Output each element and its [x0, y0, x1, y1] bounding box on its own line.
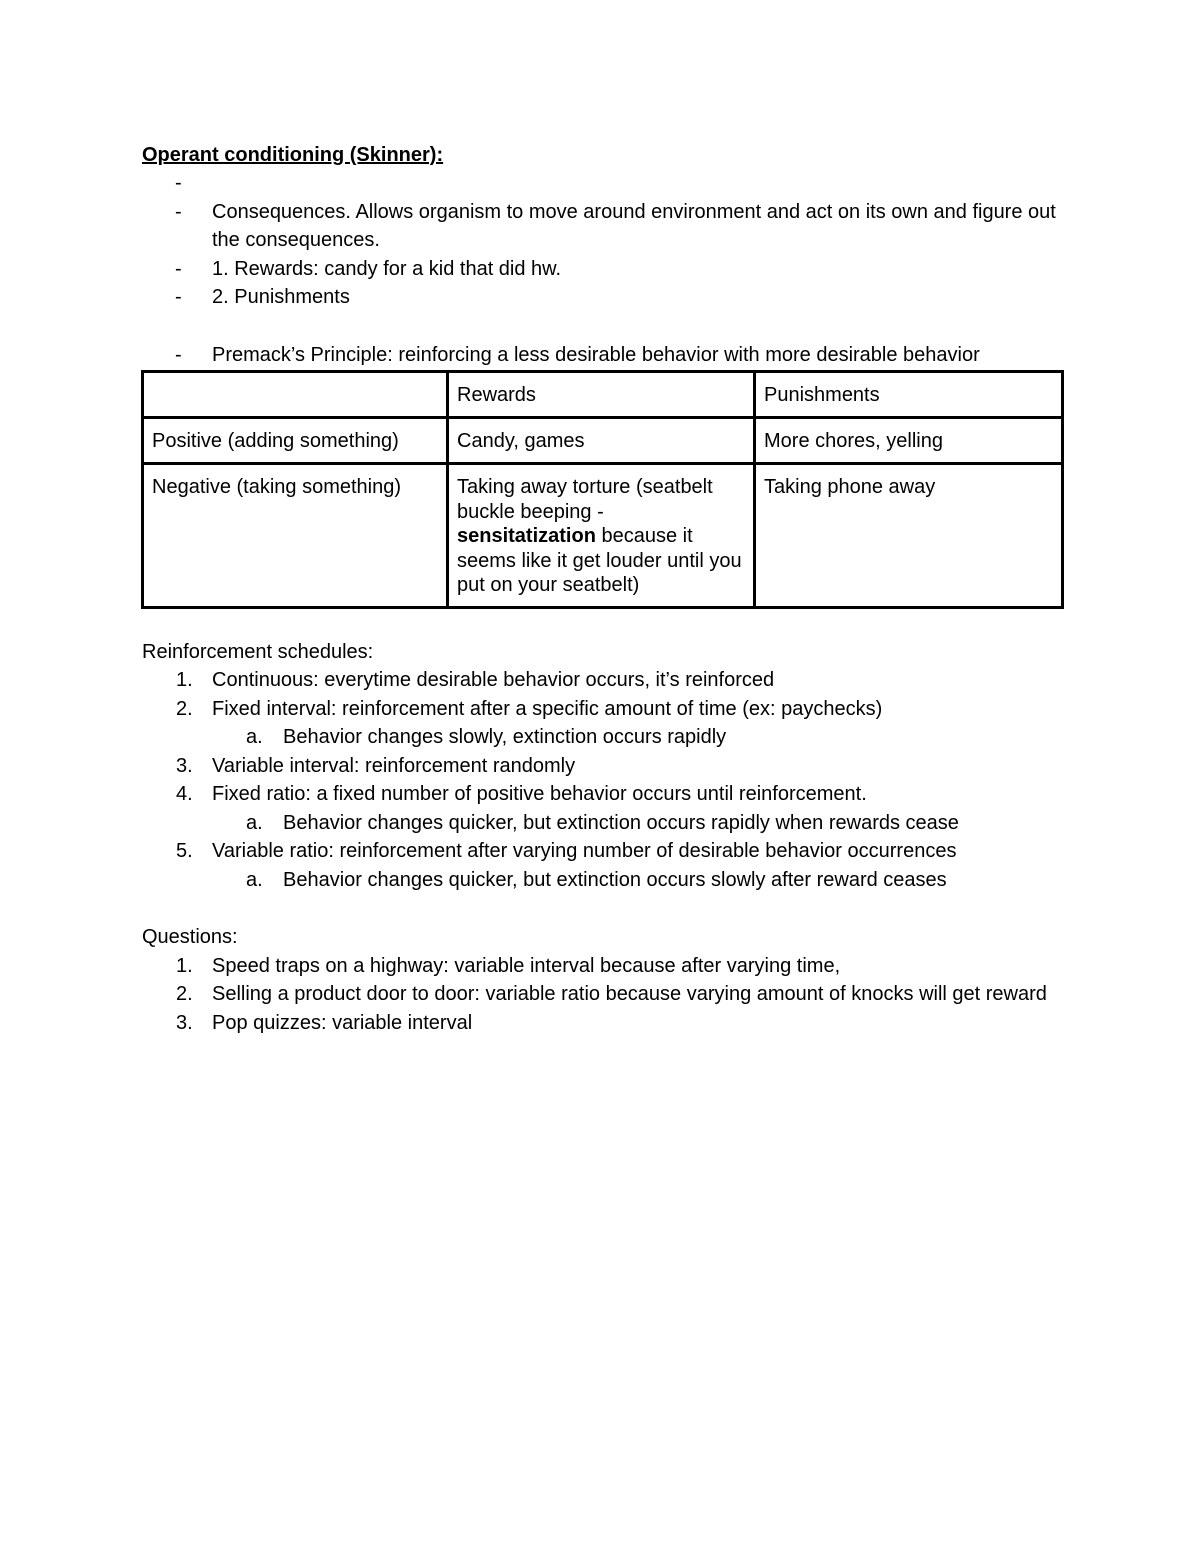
list-item	[142, 169, 1062, 198]
list-item-text: 2. Punishments	[212, 286, 350, 308]
list-item	[142, 780, 1062, 809]
list-item-text: Pop quizzes: variable interval	[212, 1011, 473, 1034]
number-marker: 3.	[176, 1011, 193, 1034]
list-item	[142, 980, 1062, 1009]
spacer	[142, 312, 1062, 341]
list-item-text: Premack’s Principle: reinforcing a less desirable behavior with more desirable behavior	[212, 343, 980, 366]
dash-marker: -	[175, 200, 182, 223]
table-header-rewards: Rewards	[448, 372, 755, 418]
cell-text: because it seems like it get louder until you put on your seatbelt)	[457, 525, 742, 596]
table-cell: Taking phone away	[755, 464, 1063, 608]
spacer	[142, 625, 1062, 638]
list-item-text: Fixed ratio: a fixed number of positive behavior occurs until reinforcement.	[212, 783, 867, 805]
table-row-label-positive: Positive (adding something)	[143, 418, 448, 464]
list-item	[142, 752, 1062, 781]
sub-list-item	[142, 723, 1062, 752]
spacer	[142, 894, 1062, 923]
table-cell-corner	[143, 372, 448, 418]
document-title: Operant conditioning (Skinner):	[142, 144, 444, 166]
letter-marker: a.	[246, 868, 263, 891]
spacer	[142, 609, 1062, 625]
list-item-text: Behavior changes quicker, but extinction occurs slowly after reward ceases	[283, 868, 947, 891]
table-header-punishments: Punishments	[755, 372, 1063, 418]
list-item-text: Variable interval: reinforcement randomly	[212, 754, 576, 777]
bold-term: sensitatization	[457, 525, 596, 547]
list-item-text: Continuous: everytime desirable behavior occurs, it’s reinforced	[212, 669, 775, 691]
list-item-text: Behavior changes quicker, but extinction occurs rapidly when rewards cease	[283, 811, 959, 834]
list-item-premack	[142, 341, 1062, 370]
list-item-text: Variable ratio: reinforcement after varying number of desirable behavior occurrences	[212, 840, 957, 862]
sub-list-item	[142, 809, 1062, 838]
number-marker: 4.	[176, 783, 193, 805]
number-marker: 5.	[176, 840, 193, 862]
list-item	[142, 255, 1062, 284]
list-item	[142, 695, 1062, 724]
table-row	[143, 372, 1063, 418]
list-item-text: Fixed interval: reinforcement after a specific amount of time (ex: paychecks)	[212, 697, 883, 720]
number-marker: 3.	[176, 754, 193, 777]
number-marker: 2.	[176, 983, 193, 1005]
list-item	[142, 666, 1062, 695]
table-row-label-negative: Negative (taking something)	[143, 464, 448, 608]
list-item	[142, 198, 1062, 255]
questions-heading: Questions:	[142, 926, 238, 948]
conditioning-table	[141, 370, 1064, 609]
list-item-text: Selling a product door to door: variable ratio because varying amount of knocks will get reward	[212, 983, 1047, 1005]
number-marker: 1.	[176, 669, 193, 691]
cell-text: Taking away torture (seatbelt buckle beeping -	[457, 476, 713, 523]
list-item	[142, 837, 1062, 866]
table-cell	[448, 464, 755, 608]
dash-marker: -	[175, 286, 182, 308]
document-body	[142, 141, 1062, 1037]
table-row	[143, 464, 1063, 608]
table-row	[143, 418, 1063, 464]
list-item-text: Speed traps on a highway: variable interval because after varying time,	[212, 954, 841, 977]
premack-list	[142, 341, 1062, 370]
table-cell: Candy, games	[448, 418, 755, 464]
questions-list	[142, 952, 1062, 1038]
number-marker: 1.	[176, 954, 193, 977]
dash-marker: -	[175, 343, 182, 366]
number-marker: 2.	[176, 697, 193, 720]
letter-marker: a.	[246, 726, 263, 748]
list-item-text: Behavior changes slowly, extinction occurs rapidly	[283, 726, 727, 748]
dash-marker: -	[175, 172, 182, 194]
dash-marker: -	[175, 257, 182, 280]
list-item	[142, 1009, 1062, 1038]
schedules-list	[142, 666, 1062, 894]
list-item	[142, 952, 1062, 981]
consequence-list	[142, 169, 1062, 312]
list-item-text: Consequences. Allows organism to move around environment and act on its own and figure out the consequences.	[212, 200, 1056, 251]
letter-marker: a.	[246, 811, 263, 834]
list-item	[142, 283, 1062, 312]
sub-list-item	[142, 866, 1062, 895]
list-item-text: 1. Rewards: candy for a kid that did hw.	[212, 257, 562, 280]
table-cell: More chores, yelling	[755, 418, 1063, 464]
schedules-heading: Reinforcement schedules:	[142, 640, 374, 663]
